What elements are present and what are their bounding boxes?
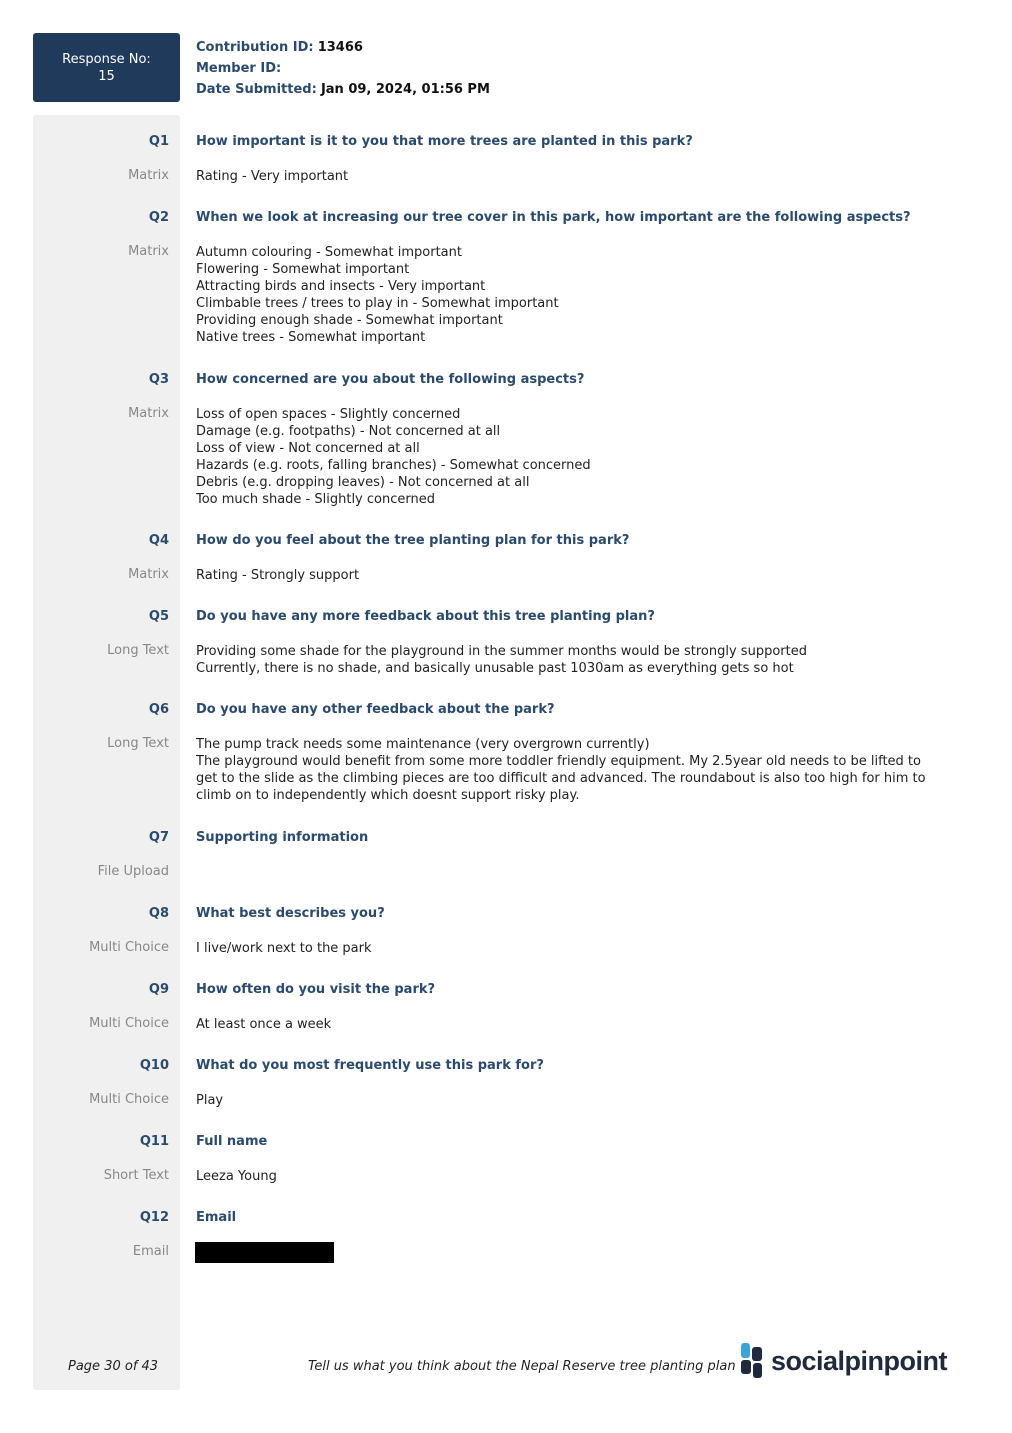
logo-wordmark: socialpinpoint [771,1345,948,1376]
answer-line: Debris (e.g. dropping leaves) - Not concerned at all [196,475,530,490]
socialpinpoint-logo-icon [739,1343,765,1379]
response-label: Response No: [62,51,151,67]
contribution-id-label: Contribution ID: [196,40,314,55]
question-type: Short Text [103,1168,169,1183]
answer-line: Attracting birds and insects - Very important [196,279,486,294]
question-text: Full name [196,1134,268,1149]
response-number-box [33,33,180,102]
answer-block [196,406,941,508]
question-type: Email [132,1244,169,1259]
footer-title: Tell us what you think about the Nepal Reserve tree planting plan [308,1359,736,1374]
question-type: Matrix [128,567,169,582]
question-number: Q7 [148,830,169,845]
question-text: How do you feel about the tree planting plan for this park? [196,533,630,548]
answer-line: Rating - Strongly support [196,568,360,583]
question-text: What do you most frequently use this park for? [196,1058,544,1073]
answer-line: Providing enough shade - Somewhat important [196,313,503,328]
answer-line: Flowering - Somewhat important [196,262,410,277]
question-type: Multi Choice [89,940,169,955]
answer-line: The pump track needs some maintenance (very overgrown currently) [196,737,650,752]
question-text: When we look at increasing our tree cover in this park, how important are the following aspects? [196,210,911,225]
question-number: Q10 [139,1058,169,1073]
answer-block [196,1016,941,1033]
page-number: Page 30 of 43 [68,1359,159,1374]
question-type: Matrix [128,406,169,421]
answer-line: Providing some shade for the playground in the summer months would be strongly supported [196,644,807,659]
answer-line: Too much shade - Slightly concerned [196,492,435,507]
question-text: Do you have any other feedback about the park? [196,702,555,717]
question-type: Matrix [128,168,169,183]
question-type: Long Text [107,643,169,658]
member-id-label: Member ID: [196,61,282,76]
answer-line: Loss of view - Not concerned at all [196,441,420,456]
date-submitted-label: Date Submitted: [196,82,317,97]
question-type: Matrix [128,244,169,259]
answer-line: Leeza Young [196,1169,277,1184]
answer-line: Hazards (e.g. roots, falling branches) - Somewhat concerned [196,458,591,473]
redacted-email-block [195,1242,334,1263]
answer-line: Native trees - Somewhat important [196,330,426,345]
answer-block [196,1168,941,1185]
question-number: Q9 [148,982,169,997]
question-text: Do you have any more feedback about this tree planting plan? [196,609,655,624]
answer-block [196,736,941,804]
response-number: 15 [98,68,115,84]
answer-line: Currently, there is no shade, and basically unusable past 1030am as everything gets so hot [196,661,794,676]
answer-line: Play [196,1093,224,1108]
question-text: What best describes you? [196,906,385,921]
question-text: How important is it to you that more trees are planted in this park? [196,134,693,149]
answer-block [196,1092,941,1109]
answer-block [196,244,941,346]
answer-line: Autumn colouring - Somewhat important [196,245,462,260]
answer-line: Climbable trees / trees to play in - Somewhat important [196,296,559,311]
date-submitted: Jan 09, 2024, 01:56 PM [320,82,490,97]
question-number: Q1 [148,134,169,149]
question-number: Q12 [139,1210,169,1225]
question-type: Long Text [107,736,169,751]
question-text: Supporting information [196,830,369,845]
question-text: How concerned are you about the following aspects? [196,372,585,387]
answer-line: Rating - Very important [196,169,349,184]
answer-line: At least once a week [196,1017,332,1032]
question-type: Multi Choice [89,1092,169,1107]
question-text: How often do you visit the park? [196,982,436,997]
answer-block [196,168,941,185]
answer-block [196,567,941,584]
answer-line: Damage (e.g. footpaths) - Not concerned at all [196,424,501,439]
answer-line: The playground would benefit from some more toddler friendly equipment. My 2.5year old needs to be lifted to get to the slide as the climbing pieces are too difficult and advanced. The roundabout is also too high for him to climb on to independently which doesnt support risky play. [196,754,926,803]
question-text: Email [196,1210,237,1225]
answer-line: I live/work next to the park [196,941,372,956]
question-number: Q4 [148,533,169,548]
question-number: Q6 [148,702,169,717]
question-type: Multi Choice [89,1016,169,1031]
question-number: Q11 [139,1134,169,1149]
submission-header [196,37,490,100]
answer-block [196,643,941,677]
question-number: Q8 [148,906,169,921]
question-type: File Upload [97,864,169,879]
question-number: Q2 [148,210,169,225]
question-gutter [33,115,180,1390]
contribution-id: 13466 [317,40,363,55]
question-number: Q5 [148,609,169,624]
answer-block [196,940,941,957]
answer-line: Loss of open spaces - Slightly concerned [196,407,461,422]
question-number: Q3 [148,372,169,387]
socialpinpoint-logo [739,1343,947,1379]
